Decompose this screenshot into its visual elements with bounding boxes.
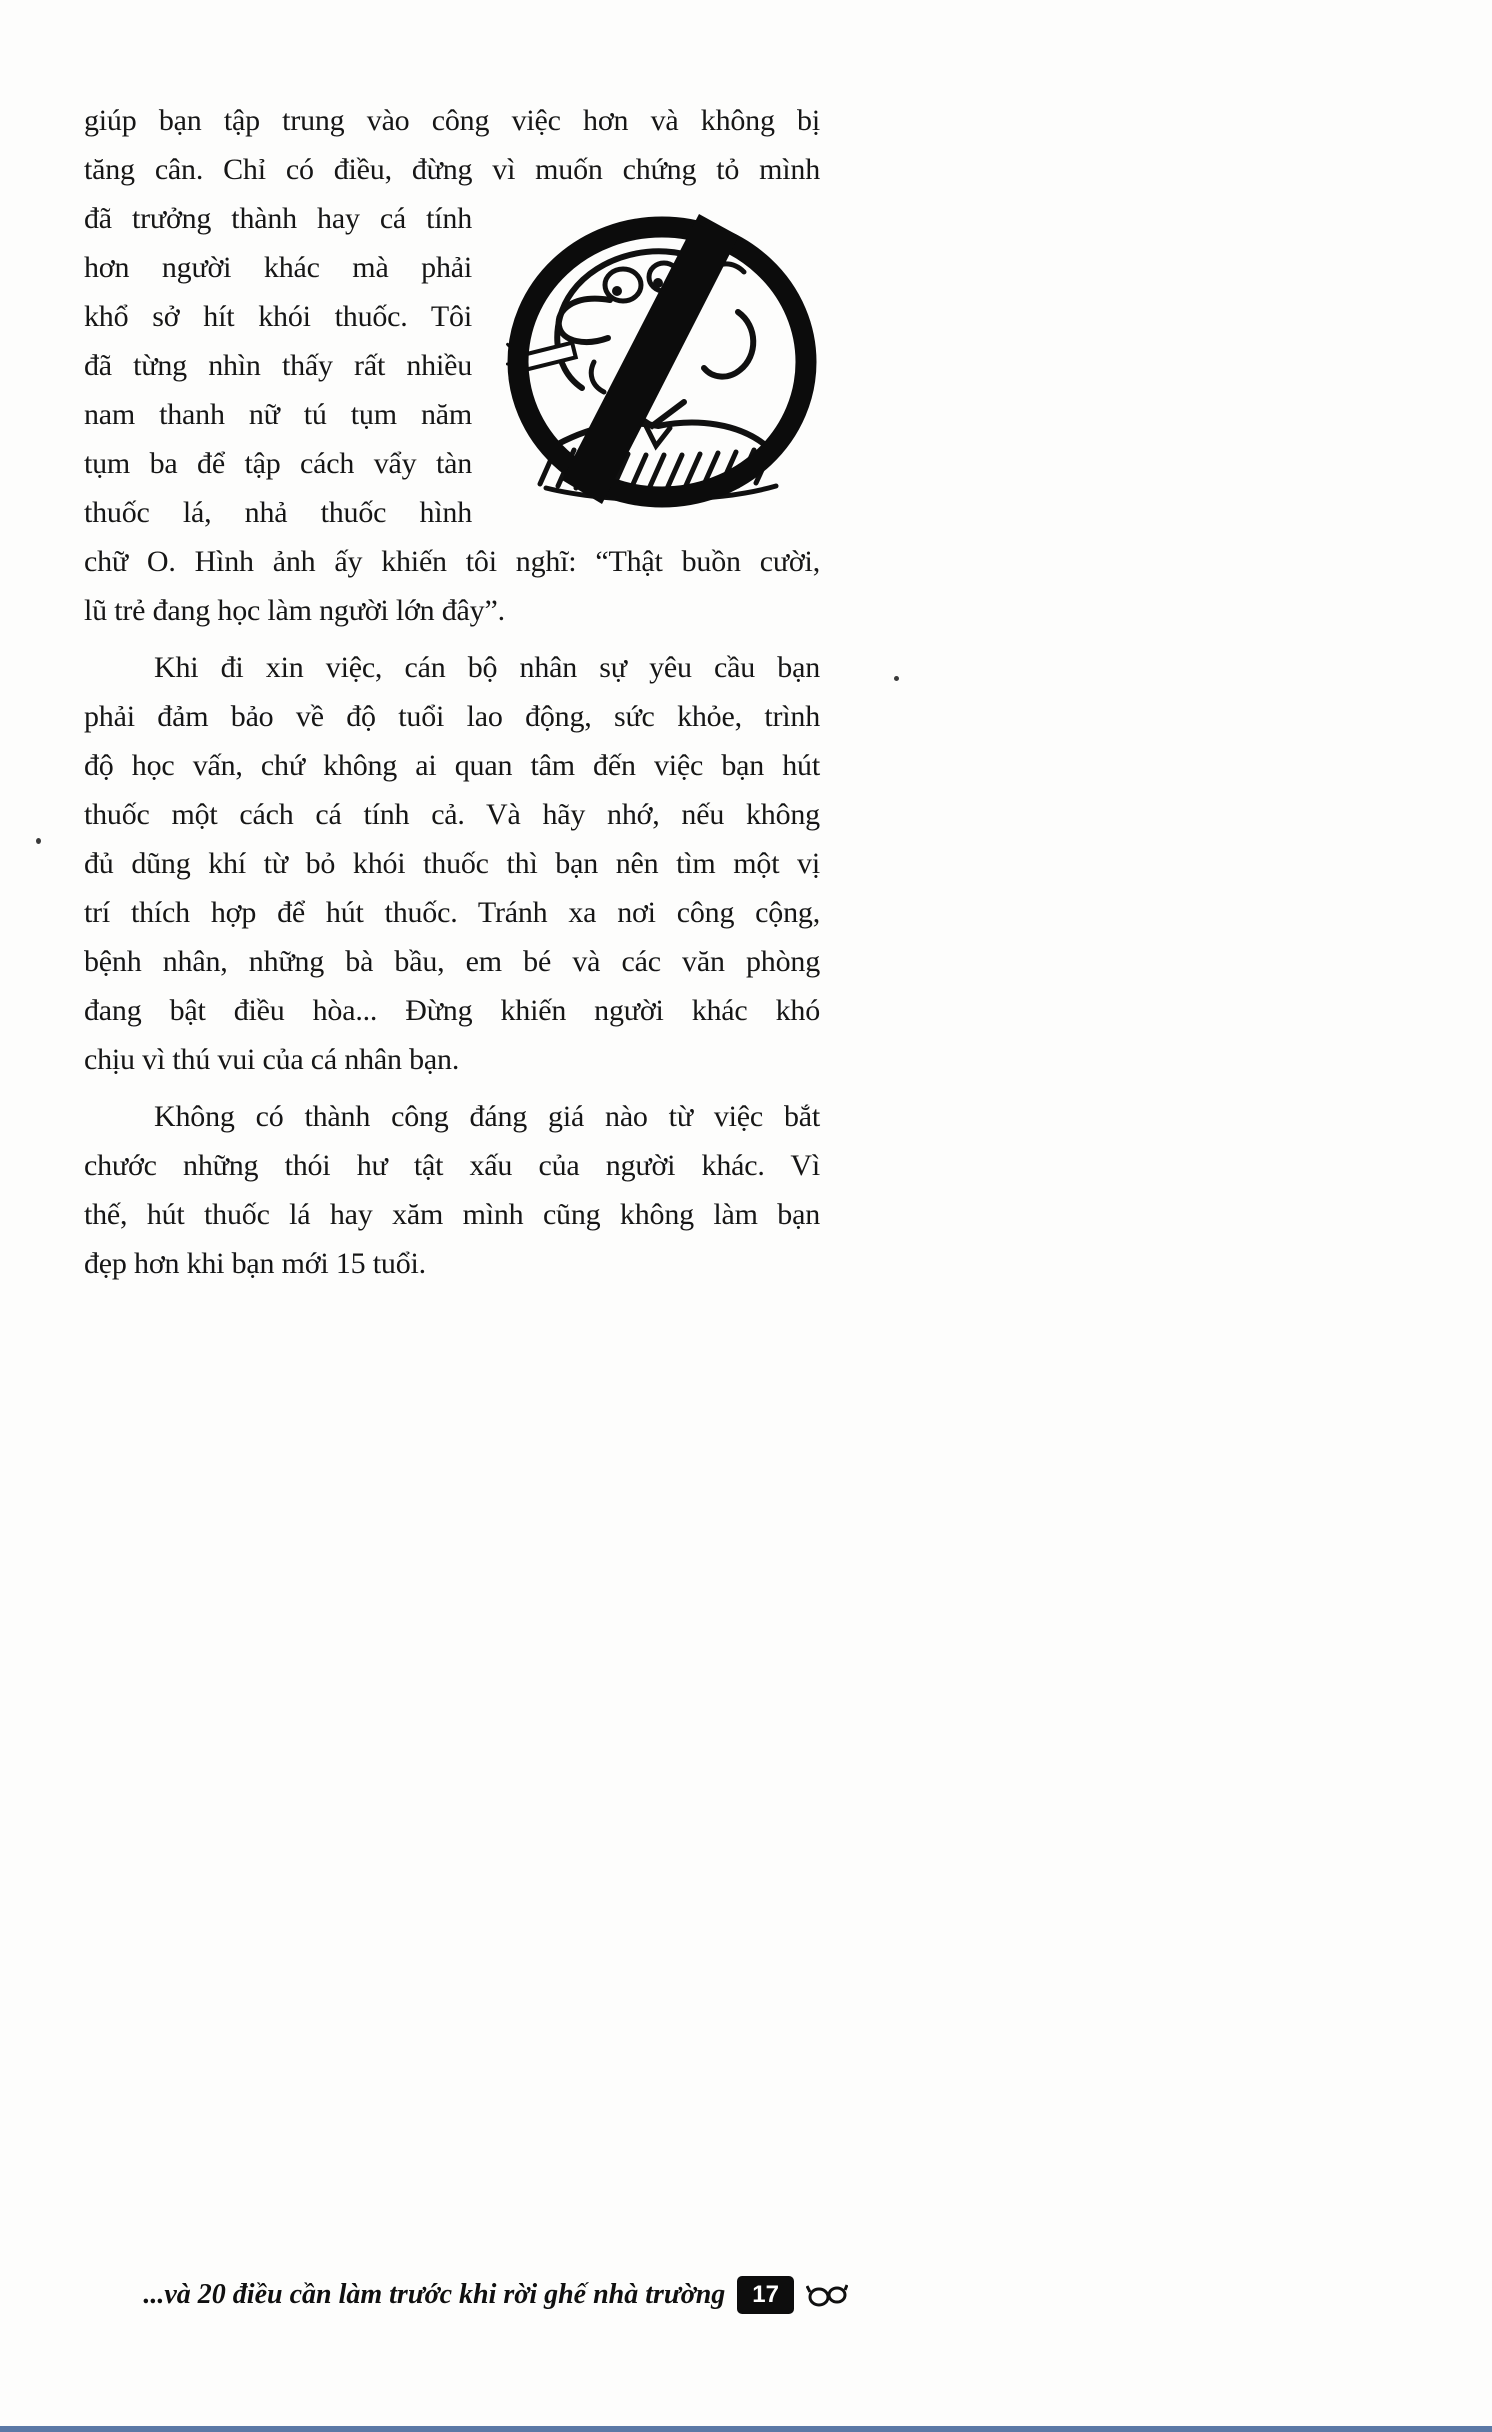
page-footer: [84, 2276, 848, 2314]
text-line: chước những thói hư tật xấu của người khác. Vì: [84, 1149, 820, 1182]
text-line: lũ trẻ đang học làm người lớn đây”.: [84, 594, 505, 627]
text-line: chữ O. Hình ảnh ấy khiến tôi nghĩ: “Thật buồn cười,: [84, 545, 820, 578]
scan-speck: [36, 838, 41, 844]
no-smoking-sign-icon: [506, 212, 818, 508]
text-line: Khi đi xin việc, cán bộ nhân sự yêu cầu bạn: [154, 651, 820, 684]
text-line: độ học vấn, chứ không ai quan tâm đến việc bạn hút: [84, 749, 820, 782]
text-line: tăng cân. Chỉ có điều, đừng vì muốn chứng tỏ mình: [84, 153, 820, 186]
text-line: tụm ba để tập cách vẩy tàn: [84, 447, 472, 480]
text-line: thuốc lá, nhả thuốc hình: [84, 496, 472, 529]
text-line: bệnh nhân, những bà bầu, em bé và các văn phòng: [84, 945, 820, 978]
text-line: đã từng nhìn thấy rất nhiều: [84, 349, 472, 382]
paragraph: [84, 643, 820, 1084]
text-line: trí thích hợp để hút thuốc. Tránh xa nơi công cộng,: [84, 896, 820, 929]
text-line: giúp bạn tập trung vào công việc hơn và không bị: [84, 104, 820, 137]
glasses-doodle-icon: [806, 2280, 848, 2310]
scan-speck: [894, 676, 899, 681]
text-line: thuốc một cách cá tính cả. Và hãy nhớ, nếu không: [84, 798, 820, 831]
text-line: khổ sở hít khói thuốc. Tôi: [84, 300, 472, 333]
paragraph: [84, 1092, 820, 1288]
text-line: chịu vì thú vui của cá nhân bạn.: [84, 1043, 460, 1076]
text-line: thế, hút thuốc lá hay xăm mình cũng không làm bạn: [84, 1198, 820, 1231]
text-line: phải đảm bảo về độ tuổi lao động, sức khỏe, trình: [84, 700, 820, 733]
text-line: hơn người khác mà phải: [84, 251, 472, 284]
text-line: Không có thành công đáng giá nào từ việc bắt: [154, 1100, 820, 1133]
text-line: nam thanh nữ tú tụm năm: [84, 398, 472, 431]
scan-edge: [0, 2426, 1492, 2432]
text-line: đủ dũng khí từ bỏ khói thuốc thì bạn nên tìm một vị: [84, 847, 820, 880]
footer-running-title: ...và 20 điều cần làm trước khi rời ghế nhà trường: [143, 2279, 726, 2310]
page-number-badge: 17: [737, 2276, 794, 2314]
text-line: đang bật điều hòa... Đừng khiến người khác khó: [84, 994, 820, 1027]
text-line: đẹp hơn khi bạn mới 15 tuổi.: [84, 1247, 426, 1280]
text-line: đã trưởng thành hay cá tính: [84, 202, 472, 235]
no-smoking-illustration: [506, 212, 818, 508]
